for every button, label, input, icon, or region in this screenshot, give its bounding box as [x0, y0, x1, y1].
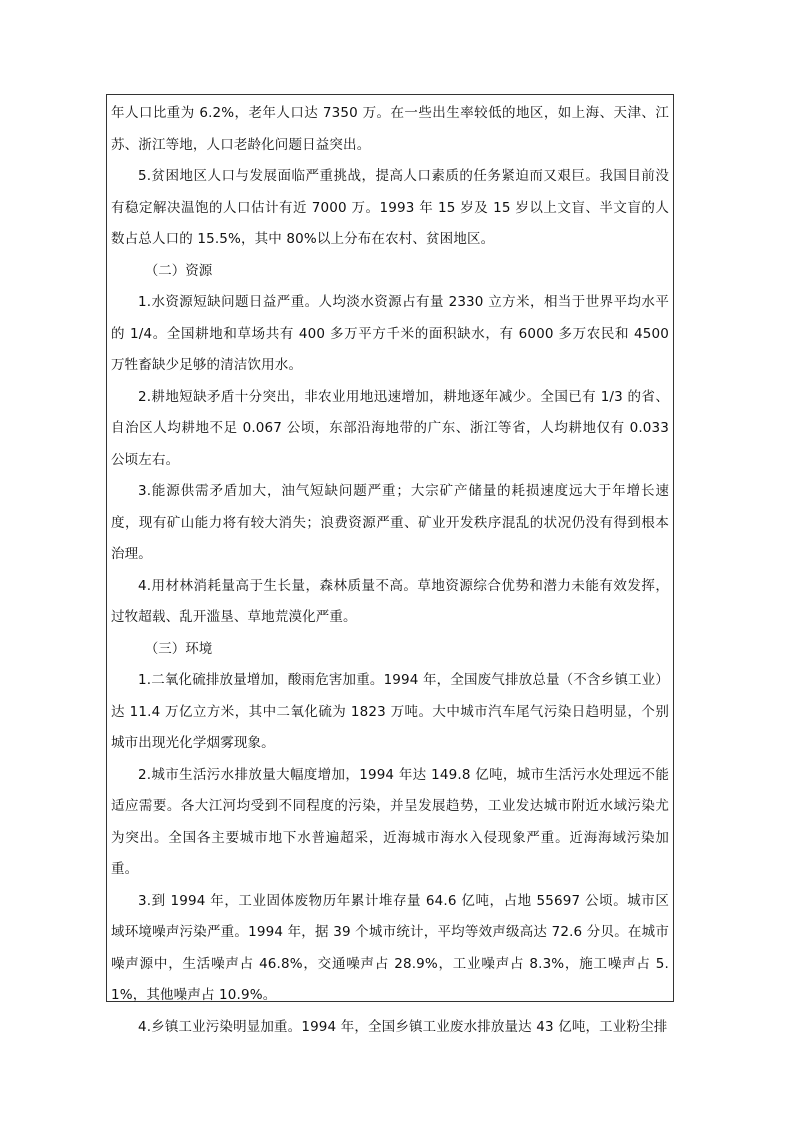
resources-item-4: 4.用材林消耗量高于生长量，森林质量不高。草地资源综合优势和潜力未能有效发挥，过牧超载、乱开滥垦、草地荒漠化严重。	[111, 577, 669, 625]
resources-item-3: 3.能源供需矛盾加大，油气短缺问题严重；大宗矿产储量的耗损速度远大于年增长速度，现有矿山能力将有较大消失；浪费资源严重、矿业开发秩序混乱的状况仍没有得到根本治理。	[111, 483, 669, 562]
section-heading-environment: （三）环境	[144, 640, 213, 657]
environment-item-2: 2.城市生活污水排放量大幅度增加，1994 年达 149.8 亿吨，城市生活污水处理远不能适应需要。各大江河均受到不同程度的污染，并呈发展趋势，工业发达城市附近水域污染尤为突出。全国各主要城市地下水普遍超采，近海城市海水入侵现象严重。近海海域污染加重。	[111, 766, 669, 877]
document-body	[111, 98, 669, 1043]
resources-item-1: 1.水资源短缺问题日益严重。人均淡水资源占有量 2330 立方米，相当于世界平均水平的 1/4。全国耕地和草场共有 400 多万平方千米的面积缺水，有 6000 多万农民和 4500 万牲畜缺少足够的清洁饮用水。	[111, 294, 669, 373]
population-item-5: 5.贫困地区人口与发展面临严重挑战，提高人口素质的任务紧迫而又艰巨。我国目前没有稳定解决温饱的人口估计有近 7000 万。1993 年 15 岁及 15 岁以上文盲、半文盲的人数占总人口的 15.5%，其中 80%以上分布在农村、贫困地区。	[111, 168, 669, 247]
environment-item-4: 4.乡镇工业污染明显加重。1994 年，全国乡镇工业废水排放量达 43 亿吨，工业粉尘排	[138, 1018, 668, 1035]
resources-item-2: 2.耕地短缺矛盾十分突出，非农业用地迅速增加，耕地逐年减少。全国已有 1/3 的省、自治区人均耕地不足 0.067 公顷，东部沿海地带的广东、浙江等省，人均耕地仅有 0.033 公顷左右。	[111, 388, 669, 468]
environment-item-1: 1.二氧化硫排放量增加，酸雨危害加重。1994 年，全国废气排放总量（不含乡镇工业）达 11.4 万亿立方米，其中二氧化硫为 1823 万吨。大中城市汽车尾气污染日趋明显，个别城市出现光化学烟雾现象。	[111, 672, 669, 751]
section-heading-resources: （二）资源	[144, 262, 213, 279]
document-frame	[106, 94, 674, 1035]
population-continued-paragraph: 年人口比重为 6.2%，老年人口达 7350 万。在一些出生率较低的地区，如上海、天津、江苏、浙江等地，人口老龄化问题日益突出。	[111, 105, 669, 153]
environment-item-3: 3.到 1994 年，工业固体废物历年累计堆存量 64.6 亿吨，占地 55697 公顷。城市区域环境噪声污染严重。1994 年，据 39 个城市统计，平均等效声级高达 72.6 分贝。在城市噪声源中，生活噪声占 46.8%，交通噪声占 28.9%，工业噪声占 8.3%，施工噪声占 5.1%，其他噪声占 10.9%。	[111, 892, 669, 1003]
